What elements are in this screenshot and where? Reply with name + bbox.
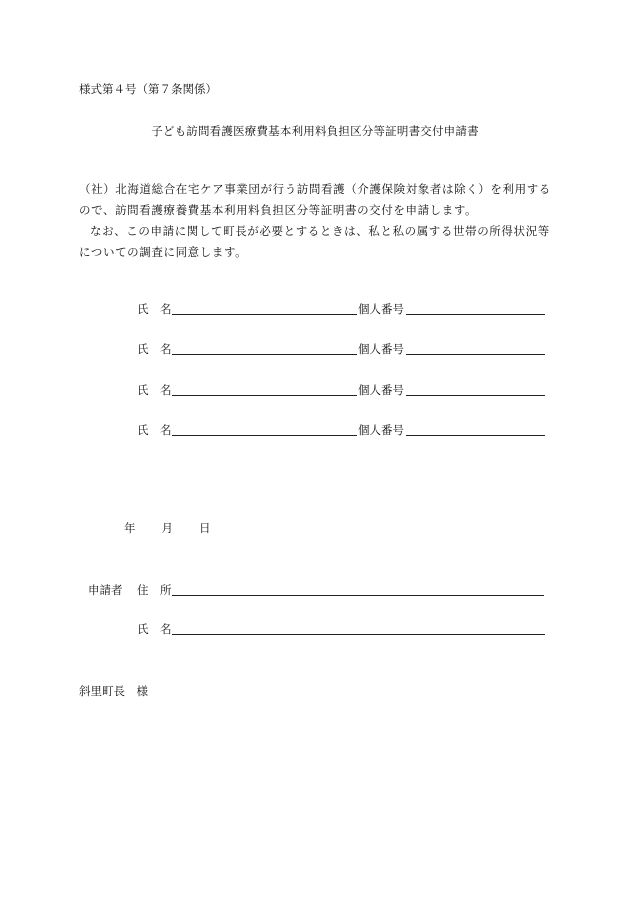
request-statement: [79, 179, 555, 263]
name-label: 氏 名: [137, 383, 172, 397]
date-day-label: 日: [199, 521, 211, 535]
applicant-label: 申請者: [88, 583, 123, 597]
individual-number-field[interactable]: [406, 341, 545, 355]
name-label: 氏 名: [137, 302, 172, 316]
addressee: 斜里町長 様: [79, 684, 148, 698]
name-row: [0, 301, 630, 319]
name-label: 氏 名: [137, 423, 172, 437]
name-row: [0, 382, 630, 400]
individual-number-label: 個人番号: [358, 302, 404, 316]
applicant-name-row: [0, 621, 630, 639]
name-row: [0, 341, 630, 359]
address-label: 住 所: [137, 583, 172, 597]
applicant-name-field[interactable]: [172, 621, 545, 635]
individual-number-label: 個人番号: [358, 423, 404, 437]
name-label: 氏 名: [137, 342, 172, 356]
name-row: [0, 422, 630, 440]
name-field[interactable]: [172, 422, 357, 436]
application-date: [124, 520, 211, 536]
individual-number-label: 個人番号: [358, 383, 404, 397]
individual-number-field[interactable]: [406, 382, 545, 396]
request-paragraph: （社）北海道総合在宅ケア事業団が行う訪問看護（介護保険対象者は除く）を利用するので、訪問看護療養費基本利用料負担区分等証明書の交付を申請します。: [79, 182, 551, 217]
consent-paragraph: なお、この申請に関して町長が必要とするときは、私と私の属する世帯の所得状況等についての調査に同意します。: [79, 224, 550, 259]
applicant-name-label: 氏 名: [137, 622, 172, 636]
date-month-label: 月: [161, 521, 173, 535]
address-field[interactable]: [172, 582, 544, 596]
applicant-address-row: [0, 582, 630, 600]
individual-number-field[interactable]: [406, 301, 545, 315]
form-number: 様式第４号（第７条関係）: [79, 82, 217, 96]
document-title: 子ども訪問看護医療費基本利用料負担区分等証明書交付申請書: [151, 124, 479, 138]
individual-number-label: 個人番号: [358, 342, 404, 356]
date-year-label: 年: [124, 521, 136, 535]
name-field[interactable]: [172, 341, 357, 355]
name-field[interactable]: [172, 301, 357, 315]
individual-number-field[interactable]: [406, 422, 545, 436]
name-field[interactable]: [172, 382, 357, 396]
